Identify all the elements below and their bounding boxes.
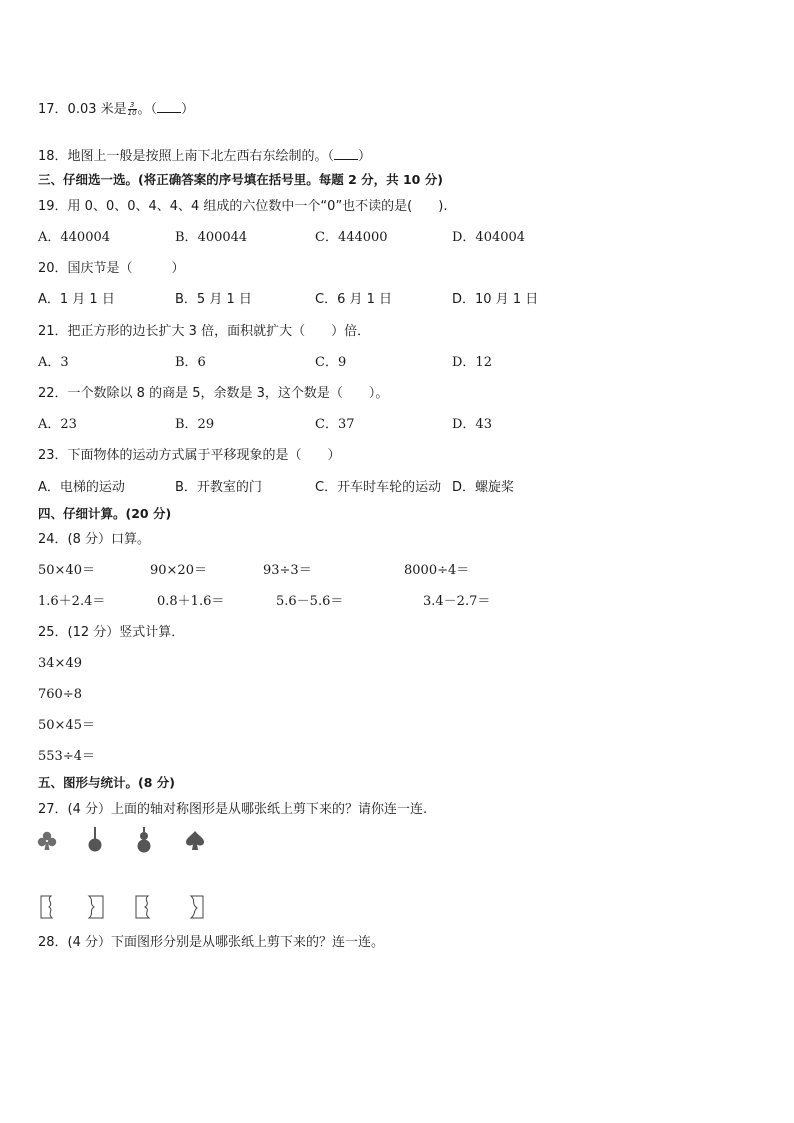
option-a[interactable]: A．3 (38, 355, 69, 370)
question-27-stem: 27．(4 分）上面的轴对称图形是从哪张纸上剪下来的？请你连一连. (38, 802, 428, 817)
club-icon[interactable] (37, 830, 57, 852)
vertical-calc-item: 34×49 (38, 656, 82, 671)
calc-item: 50×40＝ (38, 563, 95, 578)
option-b[interactable]: B．5 月 1 日 (175, 292, 252, 307)
option-b[interactable]: B．29 (175, 417, 215, 432)
option-c[interactable]: C．444000 (315, 230, 388, 245)
option-b[interactable]: B．400044 (175, 230, 248, 245)
vertical-calc-item: 760÷8 (38, 687, 82, 702)
option-c[interactable]: C．开车时车轮的运动 (315, 480, 442, 495)
fraction-denominator: 10 (127, 109, 137, 117)
folded-paper-4-icon[interactable] (184, 894, 206, 920)
question-24-stem: 24．(8 分）口算。 (38, 532, 151, 547)
option-d[interactable]: D．螺旋桨 (452, 480, 515, 495)
question-17 (38, 100, 194, 118)
question-28-stem: 28．(4 分）下面图形分别是从哪张纸上剪下来的？连一连。 (38, 935, 385, 950)
calc-item: 1.6＋2.4＝ (38, 594, 106, 609)
option-c[interactable]: C．6 月 1 日 (315, 292, 393, 307)
q17-prefix: 17．0.03 米是 (38, 102, 127, 117)
calc-item: 0.8＋1.6＝ (157, 594, 225, 609)
fraction-numerator: 3 (128, 102, 137, 110)
q18-text: 18．地图上一般是按照上南下北左西右东绘制的。（ (38, 149, 335, 164)
folded-paper-2-icon[interactable] (84, 894, 106, 920)
answer-blank[interactable] (334, 147, 358, 160)
question-22-stem: 22．一个数除以 8 的商是 5，余数是 3，这个数是（ ）。 (38, 386, 389, 401)
option-a[interactable]: A．电梯的运动 (38, 480, 125, 495)
question-23-stem: 23．下面物体的运动方式属于平移现象的是（ ） (38, 448, 341, 463)
folded-paper-1-icon[interactable] (38, 894, 60, 920)
vertical-calc-item: 50×45＝ (38, 718, 95, 733)
question-20-stem: 20．国庆节是（ ） (38, 261, 185, 276)
option-a[interactable]: A．440004 (38, 230, 111, 245)
answer-blank[interactable] (157, 100, 181, 113)
option-d[interactable]: D．10 月 1 日 (452, 292, 539, 307)
q17-paren-close: ） (181, 102, 195, 117)
q17-paren-open: 。（ (137, 102, 158, 117)
spade-icon[interactable] (185, 830, 205, 852)
option-c[interactable]: C．37 (315, 417, 355, 432)
vertical-calc-item: 553÷4＝ (38, 749, 95, 764)
folded-paper-3-icon[interactable] (133, 894, 155, 920)
option-c[interactable]: C．9 (315, 355, 347, 370)
question-19-stem: 19．用 0、0、0、4、4、4 组成的六位数中一个“0”也不读的是( ). (38, 199, 448, 214)
section-4-heading: 四、仔细计算。(20 分) (38, 506, 172, 521)
option-d[interactable]: D．43 (452, 417, 492, 432)
option-d[interactable]: D．12 (452, 355, 492, 370)
option-a[interactable]: A．1 月 1 日 (38, 292, 115, 307)
q18-paren-close: ） (358, 149, 372, 164)
section-5-heading: 五、图形与统计。(8 分) (38, 775, 175, 790)
question-25-stem: 25．(12 分）竖式计算． (38, 625, 185, 640)
option-b[interactable]: B．开教室的门 (175, 480, 262, 495)
calc-item: 8000÷4＝ (404, 563, 470, 578)
calc-item: 3.4－2.7＝ (423, 594, 491, 609)
option-a[interactable]: A．23 (38, 417, 77, 432)
fraction (128, 102, 137, 117)
calc-item: 5.6－5.6＝ (276, 594, 344, 609)
question-21-stem: 21．把正方形的边长扩大 3 倍，面积就扩大（ ）倍． (38, 324, 371, 339)
gourd-icon[interactable] (135, 826, 153, 854)
option-b[interactable]: B．6 (175, 355, 206, 370)
option-d[interactable]: D．404004 (452, 230, 526, 245)
calc-item: 90×20＝ (150, 563, 207, 578)
key-shape-icon[interactable] (86, 826, 104, 854)
question-18 (38, 147, 371, 165)
section-3-heading: 三、仔细选一选。(将正确答案的序号填在括号里。每题 2 分，共 10 分) (38, 172, 443, 187)
calc-item: 93÷3＝ (263, 563, 312, 578)
